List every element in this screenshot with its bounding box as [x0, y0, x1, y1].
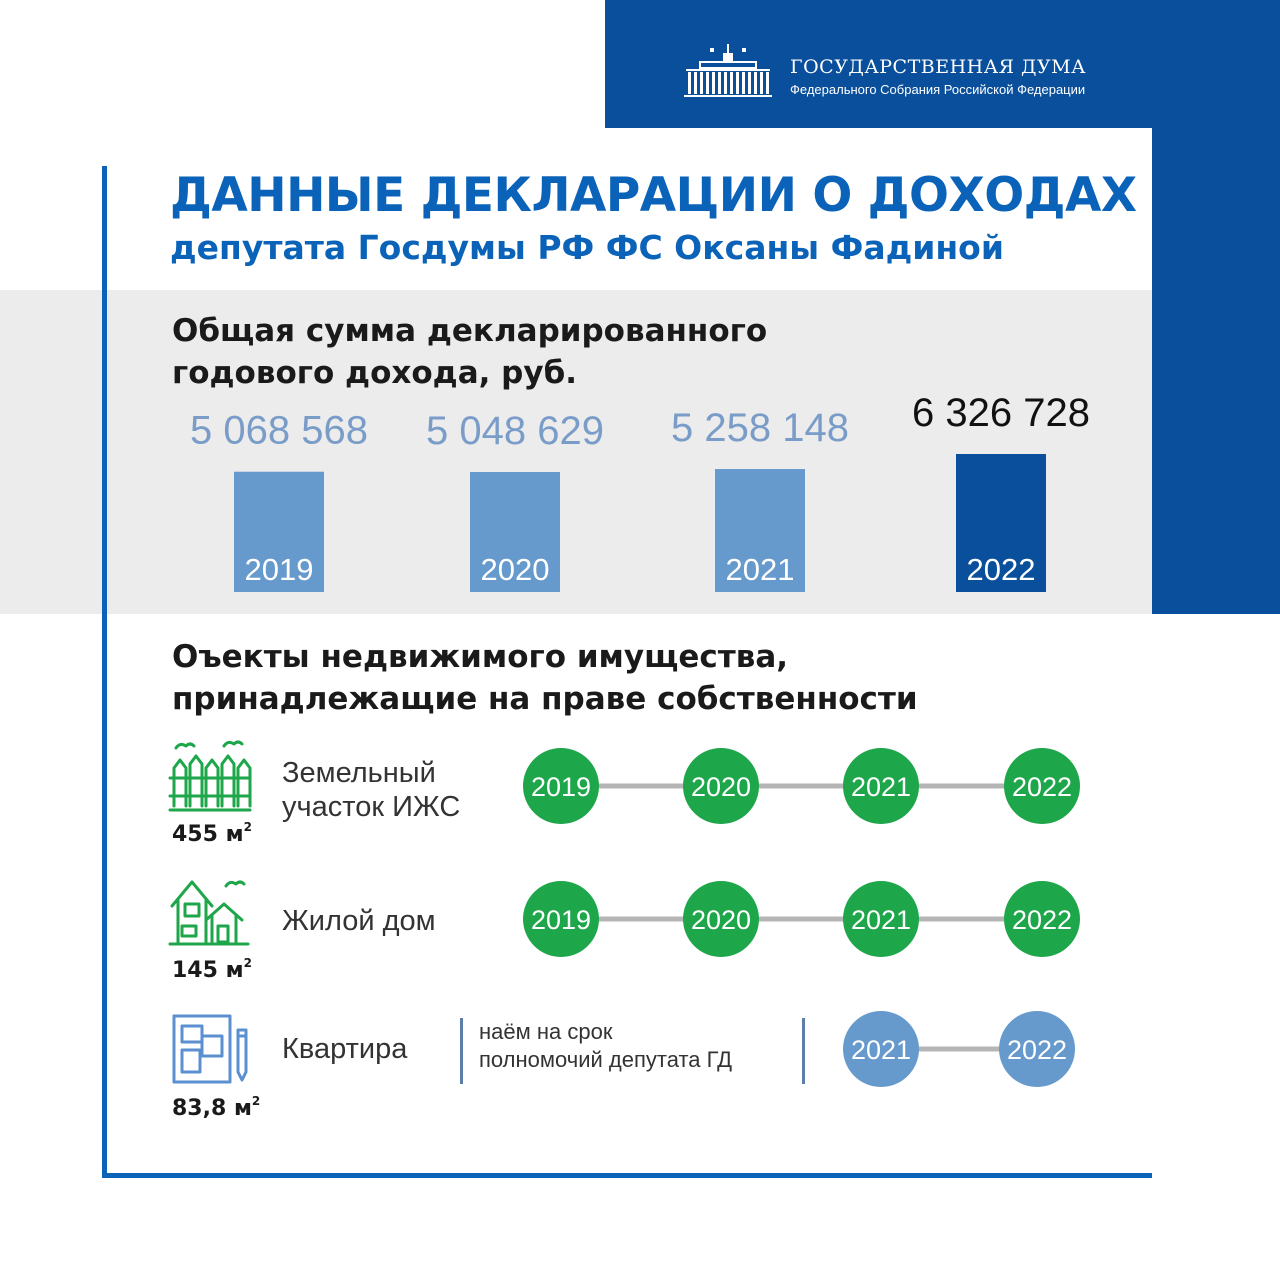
- year-label: 2021: [850, 772, 912, 802]
- bar-value-label: 5 258 148: [671, 406, 849, 451]
- year-label: 2019: [530, 772, 592, 802]
- org-subtitle: Федерального Собрания Российской Федерации: [790, 82, 1086, 97]
- apartment-area-value: 83,8 м: [172, 1096, 252, 1121]
- year-label: 2019: [530, 905, 592, 935]
- apartment-area-unit-sup: 2: [251, 1094, 261, 1108]
- land-name-line1: Земельный: [282, 757, 436, 789]
- year-label: 2022: [1011, 772, 1073, 802]
- income-heading-line1: Общая сумма декларированного: [172, 313, 768, 349]
- rent-note-line1: наём на срок: [479, 1019, 613, 1044]
- side-blue-block: [1152, 128, 1280, 614]
- bar-value-label: 6 326 728: [912, 391, 1090, 435]
- year-label: 2021: [850, 905, 912, 935]
- year-label: 2022: [1006, 1035, 1068, 1065]
- year-label: 2020: [690, 905, 752, 935]
- year-label: 2021: [850, 1035, 912, 1065]
- rent-note-line2: полномочий депутата ГД: [479, 1047, 732, 1072]
- bar-category-label: 2020: [480, 552, 550, 587]
- frame-bottom-line: [102, 1173, 1152, 1178]
- land-area-unit-sup: 2: [243, 820, 252, 834]
- bar-category-label: 2022: [966, 552, 1036, 587]
- bar-value-label: 5 068 568: [190, 408, 368, 453]
- bar-value-label: 5 048 629: [426, 409, 604, 453]
- house-name-line1: Жилой дом: [282, 905, 436, 937]
- house-area-unit-sup: 2: [243, 956, 252, 970]
- year-label: 2020: [690, 772, 752, 802]
- bar-category-label: 2021: [725, 552, 795, 587]
- org-title: ГОСУДАРСТВЕННАЯ ДУМА: [790, 56, 1087, 78]
- bar-category-label: 2019: [244, 552, 314, 587]
- income-heading-line2: годового дохода, руб.: [172, 355, 577, 391]
- year-label: 2022: [1011, 905, 1073, 935]
- land-area-value: 455 м: [172, 822, 244, 847]
- page-title: ДАННЫЕ ДЕКЛАРАЦИИ О ДОХОДАХ: [170, 168, 1137, 223]
- property-heading-line2: принадлежащие на праве собственности: [172, 681, 918, 717]
- page-subtitle: депутата Госдумы РФ ФС Оксаны Фадиной: [170, 228, 1004, 267]
- house-area-value: 145 м: [172, 958, 244, 983]
- apartment-name-line1: Квартира: [282, 1033, 408, 1065]
- land-name-line2: участок ИЖС: [282, 791, 461, 823]
- property-heading-line1: Оъекты недвижимого имущества,: [172, 639, 789, 675]
